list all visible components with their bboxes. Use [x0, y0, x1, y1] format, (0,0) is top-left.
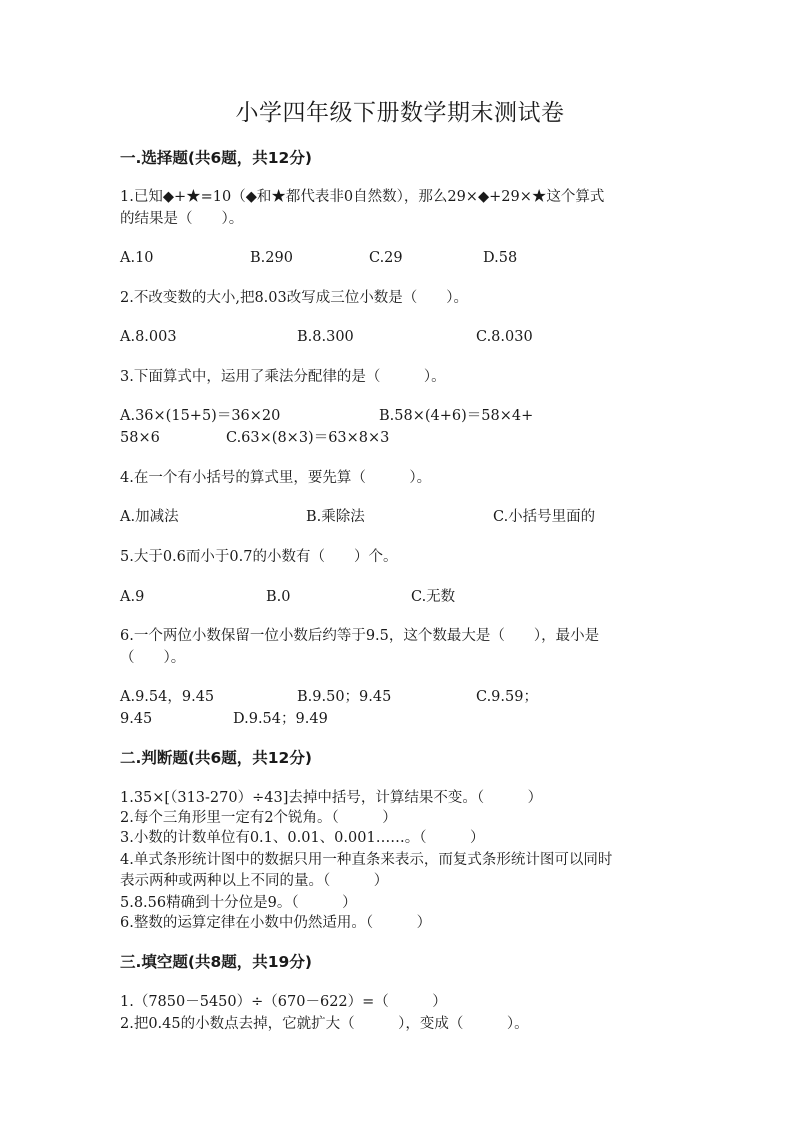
- question-6-option-c-cont: 9.45: [120, 711, 153, 727]
- question-4-text: 4.在一个有小括号的算式里，要先算（ ）。: [120, 470, 432, 486]
- question-3-option-b-cont: 58×6: [120, 430, 160, 446]
- judgement-item-4-cont: 表示两种或两种以上不同的量。（ ）: [120, 873, 389, 889]
- question-1-option-d: D.58: [483, 250, 518, 266]
- question-6-option-c: C.9.59；: [476, 689, 538, 705]
- judgement-item-6: 6.整数的运算定律在小数中仍然适用。（ ）: [120, 915, 432, 931]
- question-2-text: 2.不改变数的大小,把8.03改写成三位小数是（ ）。: [120, 290, 468, 306]
- question-6-text-cont: （ ）。: [120, 650, 186, 666]
- judgement-item-1: 1.35×[（313-270）÷43]去掉中括号，计算结果不变。（ ）: [120, 790, 543, 806]
- question-1-option-b: B.290: [250, 250, 293, 266]
- question-4-option-a: A.加减法: [120, 509, 179, 525]
- section-heading-judgement: 二.判断题(共6题，共12分): [120, 749, 312, 767]
- question-4-option-c: C.小括号里面的: [493, 509, 596, 525]
- question-6-option-a: A.9.54，9.45: [120, 689, 215, 705]
- fill-item-1: 1.（7850－5450）÷（670－622）=（ ）: [120, 994, 447, 1010]
- question-2-option-b: B.8.300: [297, 329, 354, 345]
- question-5-option-b: B.0: [266, 589, 291, 605]
- question-4-option-b: B.乘除法: [306, 509, 365, 525]
- question-1-option-c: C.29: [369, 250, 403, 266]
- judgement-item-3: 3.小数的计数单位有0.1、0.01、0.001……。（ ）: [120, 830, 485, 846]
- question-2-option-a: A.8.003: [120, 329, 177, 345]
- judgement-item-4: 4.单式条形统计图中的数据只用一种直条来表示，而复式条形统计图可以同时: [120, 852, 613, 868]
- question-5-text: 5.大于0.6而小于0.7的小数有（ ）个。: [120, 549, 398, 565]
- fill-item-2: 2.把0.45的小数点去掉，它就扩大（ ），变成（ ）。: [120, 1016, 529, 1032]
- judgement-item-2: 2.每个三角形里一定有2个锐角。（ ）: [120, 810, 397, 826]
- question-6-text: 6.一个两位小数保留一位小数后约等于9.5，这个数最大是（ ），最小是: [120, 628, 600, 644]
- question-6-option-d: D.9.54；9.49: [233, 711, 328, 727]
- question-5-option-c: C.无数: [411, 589, 456, 605]
- section-heading-choice: 一.选择题(共6题，共12分): [120, 149, 312, 167]
- question-3-option-b: B.58×(4+6)＝58×4+: [379, 408, 534, 424]
- question-3-text: 3.下面算式中，运用了乘法分配律的是（ ）。: [120, 369, 446, 385]
- question-2-option-c: C.8.030: [476, 329, 533, 345]
- judgement-item-5: 5.8.56精确到十分位是9。（ ）: [120, 895, 357, 911]
- question-1-text-cont: 的结果是（ ）。: [120, 211, 244, 227]
- question-3-option-a: A.36×(15+5)＝36×20: [120, 408, 281, 424]
- question-5-option-a: A.9: [120, 589, 145, 605]
- section-heading-fill-in: 三.填空题(共8题，共19分): [120, 953, 312, 971]
- page-title: 小学四年级下册数学期末测试卷: [235, 100, 565, 126]
- question-1-text: 1.已知◆+★=10（◆和★都代表非0自然数），那么29×◆+29×★这个算式: [120, 189, 605, 205]
- question-3-option-c: C.63×(8×3)＝63×8×3: [226, 430, 390, 446]
- question-6-option-b: B.9.50；9.45: [297, 689, 392, 705]
- question-1-option-a: A.10: [120, 250, 154, 266]
